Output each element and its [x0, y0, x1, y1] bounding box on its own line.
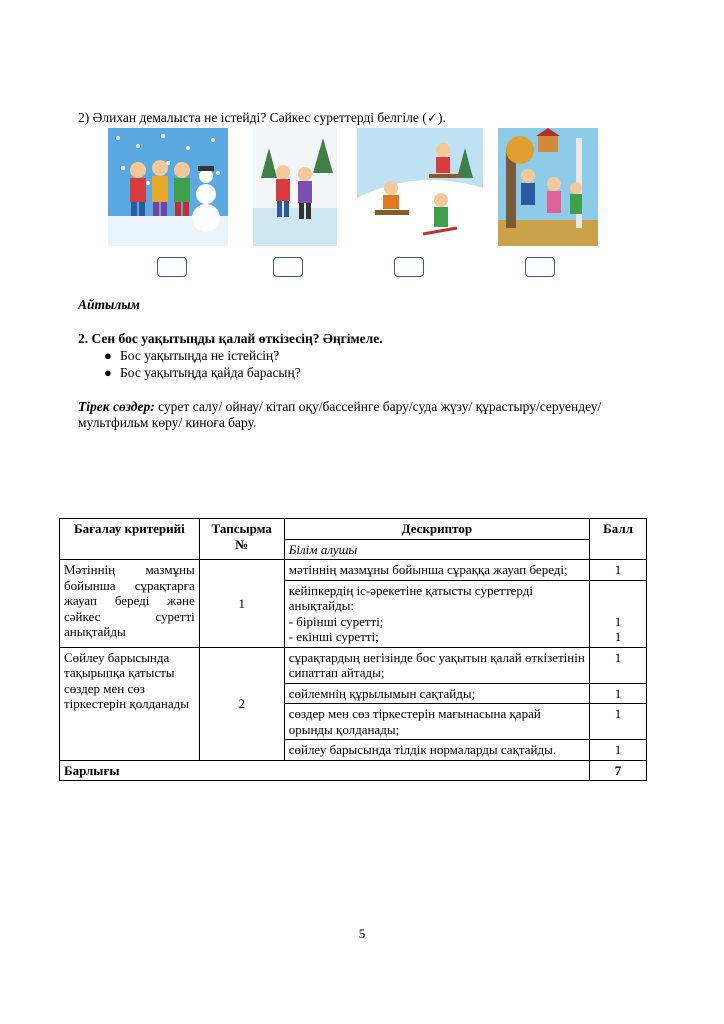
- section-title: Айтылым: [78, 297, 140, 312]
- keywords-line-2: мультфильм көру/ киноға бару.: [78, 415, 257, 430]
- descriptor-text: - бірінші суретті;: [288, 613, 384, 629]
- keywords-text-1: сурет салу/ ойнау/ кітап оқу/бассейнге бару/суда жүзу/ құрастыру/серуендеу/: [154, 399, 602, 414]
- bullet-icon: ●: [104, 348, 112, 363]
- keywords-label: Тірек сөздер:: [78, 399, 155, 414]
- picture-2-checkbox[interactable]: [273, 257, 303, 277]
- points-cell: 1: [590, 647, 647, 683]
- criteria-cell: Сөйлеу барысында тақырыпқа қатысты сөздер мен сөз тіркестерін қолданады: [60, 647, 200, 760]
- task2-question: 2) Әлихан демалыста не істейді? Сәйкес суреттерді белгіле (✓).: [78, 110, 446, 125]
- children-snowman-picture: [108, 128, 228, 246]
- descriptor-text: - екінші суретті;: [288, 629, 379, 644]
- descriptor-cell: сөйлемнің құрылымын сақтайды;: [284, 683, 589, 704]
- descriptor-cell: мәтіннің мазмұны бойынша сұраққа жауап береді;: [284, 560, 589, 581]
- points-value: 1: [614, 613, 622, 629]
- bullet-icon: ●: [104, 365, 112, 380]
- total-points: 7: [590, 760, 647, 781]
- header-task: Тапсырма №: [199, 519, 284, 560]
- header-points: Балл: [590, 519, 647, 560]
- picture-3-checkbox[interactable]: [394, 257, 424, 277]
- children-autumn-birdhouse-picture: [498, 128, 598, 246]
- picture-1-checkbox[interactable]: [157, 257, 187, 277]
- descriptor-cell: сөйлеу барысында тілдік нормаларды сақтайды.: [284, 740, 589, 761]
- task-number-cell: 1: [199, 560, 284, 648]
- header-criteria: Бағалау критерийі: [60, 519, 200, 560]
- criteria-cell: Мәтіннің мазмұны бойынша сұрақтарға жауап береді және сәйкес суретті анықтайды: [60, 560, 200, 648]
- bullet-item: Бос уақытыңда не істейсің?: [120, 348, 280, 363]
- descriptor-cell: сұрақтардың негізінде бос уақытын қалай өткізетінін сипаттап айтады;: [284, 647, 589, 683]
- keywords-line-1: [78, 399, 601, 415]
- points-cell: 1: [590, 740, 647, 761]
- total-label: Барлығы: [60, 760, 590, 781]
- children-ice-skating-picture: [253, 128, 337, 246]
- children-sledding-skiing-picture: [357, 128, 483, 246]
- descriptor-cell: [284, 580, 589, 647]
- task-number-cell: 2: [199, 647, 284, 760]
- points-cell: 1: [590, 704, 647, 740]
- speaking-task: 2. Сен бос уақытыңды қалай өткізесің? Әңгімеле.: [78, 331, 383, 346]
- bullet-item: Бос уақытыңда қайда барасың?: [120, 365, 301, 380]
- header-descriptor: Дескриптор: [284, 519, 589, 540]
- points-cell: 1: [590, 683, 647, 704]
- grading-table: [59, 518, 647, 781]
- header-learner: Білім алушы: [284, 539, 589, 560]
- descriptor-cell: сөздер мен сөз тіркестерін мағынасына қарай орынды қолданады;: [284, 704, 589, 740]
- picture-4-checkbox[interactable]: [525, 257, 555, 277]
- points-cell: [590, 580, 647, 647]
- points-value: 1: [614, 629, 622, 644]
- page-number: 5: [358, 926, 366, 941]
- points-cell: 1: [590, 560, 647, 581]
- descriptor-text: кейіпкердің іс-әрекетіне қатысты суреттерді анықтайды:: [288, 582, 533, 613]
